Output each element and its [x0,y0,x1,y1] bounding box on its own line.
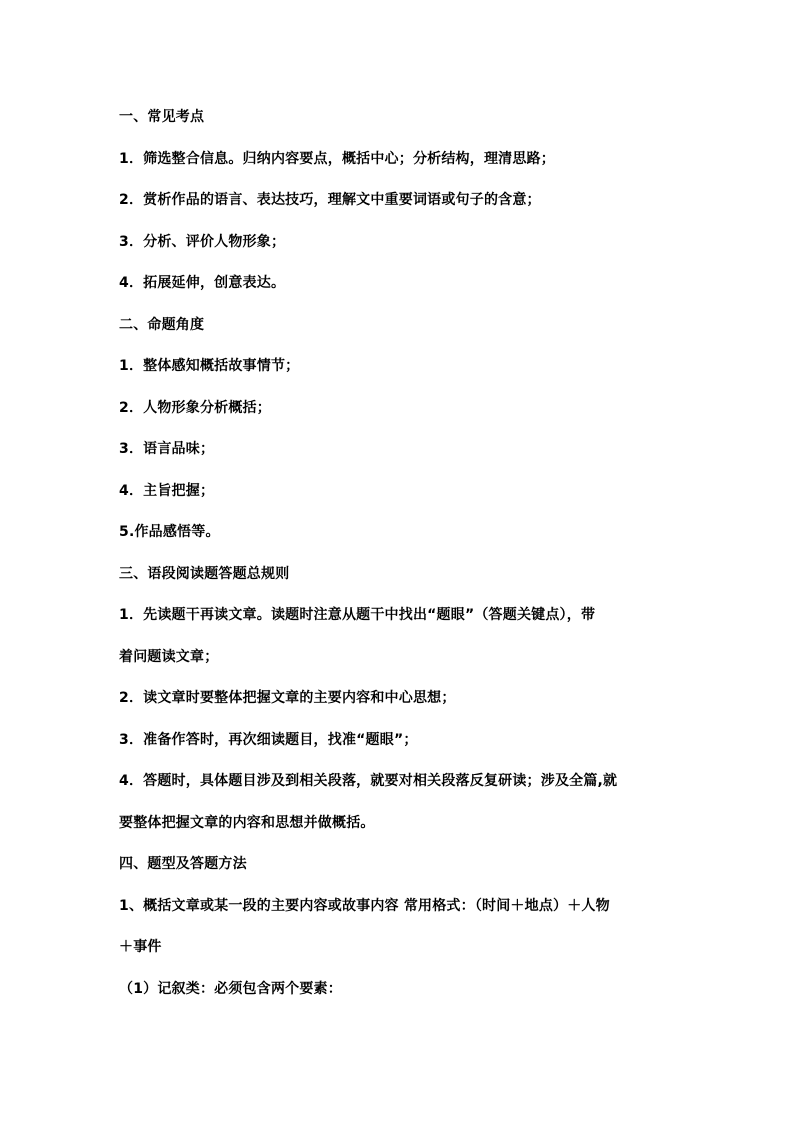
document-body [119,104,679,1017]
text-line: 2．人物形象分析概括； [119,399,271,416]
text-line: 3．准备作答时，再次细读题目，找准“题眼”； [119,731,418,748]
text-line: 4．答题时，具体题目涉及到相关段落，就要对相关段落反复研读；涉及全篇,就 [119,773,618,789]
text-line: 1．筛选整合信息。归纳内容要点，概括中心；分析结构，理清思路； [119,150,555,167]
text-line: 3．语言品味； [119,441,215,457]
text-line: 2．赏析作品的语言、表达技巧，理解文中重要词语或句子的含意； [119,192,541,208]
text-line: ＋事件 [119,939,162,955]
section-heading-question-angles: 二、命题角度 [119,316,205,333]
text-line: 4．拓展延伸，创意表达。 [119,275,286,291]
text-line: 着问题读文章； [119,648,219,665]
text-line: 1、概括文章或某一段的主要内容或故事内容 常用格式：（时间＋地点）＋人物 [119,897,610,914]
text-line: 1．先读题干再读文章。读题时注意从题干中找出“题眼”（答题关键点），带 [119,607,596,623]
text-line: 2．读文章时要整体把握文章的主要内容和中心思想； [119,690,456,706]
text-line: （1）记叙类：必须包含两个要素： [119,980,342,997]
section-heading-question-types: 四、题型及答题方法 [119,856,247,872]
section-heading-common-test-points: 一、常见考点 [119,109,205,125]
text-line: 3．分析、评价人物形象； [119,233,286,250]
text-line: 4．主旨把握； [119,482,215,499]
text-line: 5.作品感悟等。 [119,524,220,540]
text-line: 要整体把握文章的内容和思想并做概括。 [119,814,375,831]
text-line: 1．整体感知概括故事情节； [119,358,300,374]
section-heading-reading-rules: 三、语段阅读题答题总规则 [119,565,290,582]
